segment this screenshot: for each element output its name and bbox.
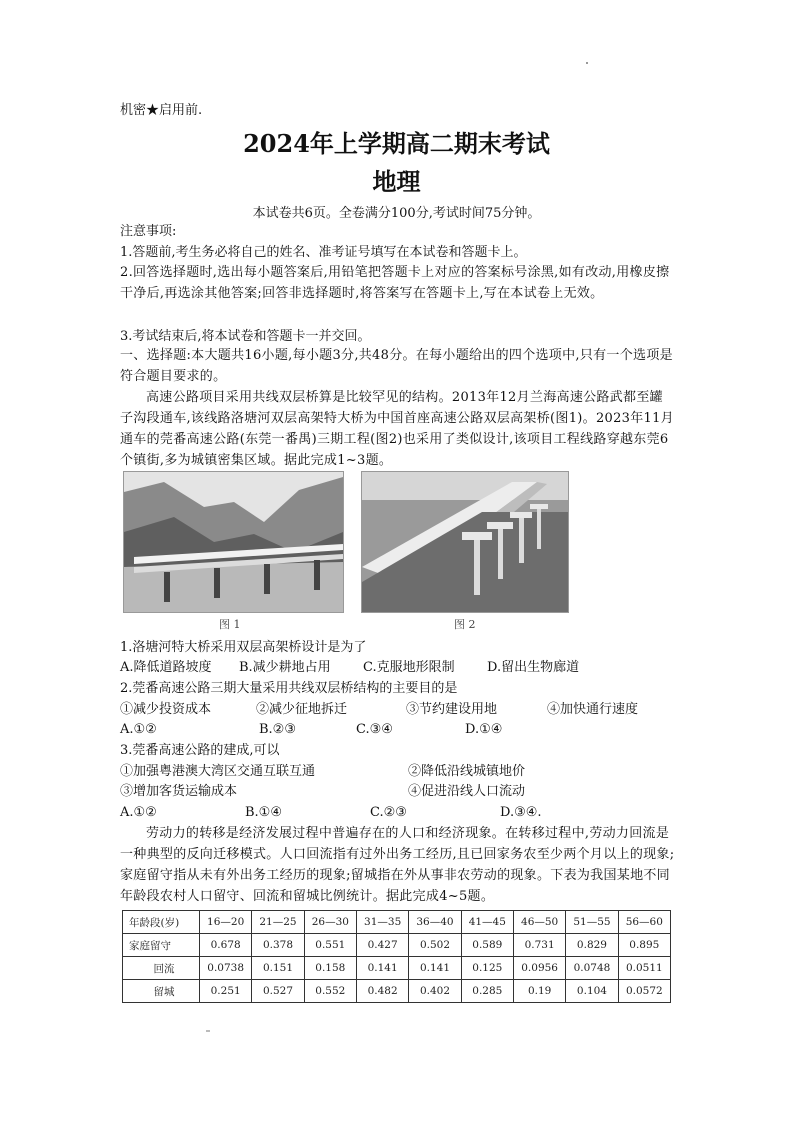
question-3-stem: 3.莞番高速公路的建成,可以	[120, 743, 280, 758]
note-2: 2.回答选择题时,选出每小题答案后,用铅笔把答题卡上对应的答案标号涂黑,如有改动,用橡皮擦干净后,再选涂其他答案;回答非选择题时,将答案写在答题卡上,写在本试卷上无效。	[120, 265, 670, 301]
q2-statement-1: ①减少投资成本	[120, 702, 212, 717]
exam-title: 2024年上学期高二期末考试	[243, 129, 550, 158]
passage-labor-migration: 劳动力的转移是经济发展过程中普遍存在的人口和经济现象。在转移过程中,劳动力回流是一种典型的反向迁移模式。人口回流指有过外出务工经历,且已回家务农至少两个月以上的现象;家庭留守指从未有外出务工经历的现象;留城指在外从事非农劳动的现象。下表为我国某地不同年龄段农村人口留守、回流和留城比例统计。据此完成4~5题。	[120, 826, 675, 904]
table-cell: 0.0572	[618, 980, 670, 1003]
table-cell: 0.151	[252, 957, 304, 980]
note-1: 1.答题前,考生务必将自己的姓名、准考证号填写在本试卷和答题卡上。	[120, 245, 527, 260]
q1-option-a[interactable]: A.降低道路坡度	[120, 660, 212, 675]
table-header-cell: 31—35	[356, 911, 408, 934]
table-header-cell: 46—50	[513, 911, 565, 934]
table-cell: 0.0956	[513, 957, 565, 980]
section-intro: 一、选择题:本大题共16小题,每小题3分,共48分。在每小题给出的四个选项中,只有一个选项是符合题目要求的。	[120, 348, 673, 384]
table-header-cell: 56—60	[618, 911, 670, 934]
table-header-label: 年龄段(岁)	[123, 911, 200, 934]
table-cell: 0.141	[409, 957, 461, 980]
table-cell: 0.895	[618, 934, 670, 957]
table-header-cell: 16—20	[200, 911, 252, 934]
table-row	[123, 957, 671, 980]
table-header-cell: 21—25	[252, 911, 304, 934]
row-label: 回流	[123, 957, 200, 980]
table-cell: 0.141	[356, 957, 408, 980]
q3-option-c[interactable]: C.②③	[370, 805, 407, 820]
population-ratio-table	[122, 910, 671, 1003]
question-1-stem: 1.洛塘河特大桥采用双层高架桥设计是为了	[120, 640, 367, 655]
subject-title: 地理	[372, 167, 421, 196]
exam-info: 本试卷共6页。全卷满分100分,考试时间75分钟。	[252, 206, 541, 221]
q2-statement-4: ④加快通行速度	[547, 702, 639, 717]
table-header-cell: 36—40	[409, 911, 461, 934]
figure-1-caption: 图 1	[219, 618, 241, 631]
table-cell: 0.502	[409, 934, 461, 957]
q3-statement-2: ②降低沿线城镇地价	[408, 764, 526, 779]
table-cell: 0.589	[461, 934, 513, 957]
table-header-row	[123, 911, 671, 934]
q3-statement-1: ①加强粤港澳大湾区交通互联互通	[120, 764, 316, 779]
table-row	[123, 934, 671, 957]
q1-option-b[interactable]: B.减少耕地占用	[239, 660, 331, 675]
table-cell: 0.0748	[566, 957, 618, 980]
q3-statement-3: ③增加客货运输成本	[120, 784, 238, 799]
table-cell: 0.551	[304, 934, 356, 957]
note-3: 3.考试结束后,将本试卷和答题卡一并交回。	[120, 329, 371, 344]
table-cell: 0.251	[200, 980, 252, 1003]
question-2-stem: 2.莞番高速公路三期大量采用共线双层桥结构的主要目的是	[120, 681, 458, 696]
figure-1-photo	[123, 471, 344, 613]
q2-statement-2: ②减少征地拆迁	[256, 702, 348, 717]
table-cell: 0.678	[200, 934, 252, 957]
row-label: 留城	[123, 980, 200, 1003]
table-cell: 0.402	[409, 980, 461, 1003]
q3-option-d[interactable]: D.③④.	[500, 805, 542, 820]
q2-option-c[interactable]: C.③④	[356, 722, 393, 737]
confidential-mark: 机密★启用前.	[120, 103, 203, 118]
table-cell: 0.482	[356, 980, 408, 1003]
table-cell: 0.0738	[200, 957, 252, 980]
q1-option-d[interactable]: D.留出生物廊道	[487, 660, 580, 675]
q3-option-a[interactable]: A.①②	[120, 805, 157, 820]
passage-bridges: 高速公路项目采用共线双层桥算是比较罕见的结构。2013年12月兰海高速公路武都至罐子沟段通车,该线路洛塘河双层高架特大桥为中国首座高速公路双层高架桥(图1)。2023年11月通车的莞番高速公路(东莞一番禺)三期工程(图2)也采用了类似设计,该项目工程线路穿越东莞6个镇街,多为城镇密集区域。据此完成1~3题。	[120, 390, 674, 468]
table-cell: 0.125	[461, 957, 513, 980]
figure-2-photo	[361, 471, 569, 613]
q3-option-b[interactable]: B.①④	[245, 805, 282, 820]
table-header-cell: 51—55	[566, 911, 618, 934]
table-cell: 0.0511	[618, 957, 670, 980]
figure-2-caption: 图 2	[454, 618, 476, 631]
table-cell: 0.552	[304, 980, 356, 1003]
q1-option-c[interactable]: C.克服地形限制	[363, 660, 455, 675]
q3-statement-4: ④促进沿线人口流动	[408, 784, 526, 799]
table-row	[123, 980, 671, 1003]
table-cell: 0.104	[566, 980, 618, 1003]
table-cell: 0.527	[252, 980, 304, 1003]
notes-heading: 注意事项:	[120, 224, 177, 239]
table-cell: 0.829	[566, 934, 618, 957]
scan-speck	[586, 62, 588, 64]
q2-option-b[interactable]: B.②③	[259, 722, 296, 737]
table-cell: 0.731	[513, 934, 565, 957]
table-header-cell: 26—30	[304, 911, 356, 934]
table-cell: 0.158	[304, 957, 356, 980]
q2-statement-3: ③节约建设用地	[406, 702, 498, 717]
table-cell: 0.19	[513, 980, 565, 1003]
table-cell: 0.285	[461, 980, 513, 1003]
q2-option-a[interactable]: A.①②	[120, 722, 157, 737]
scan-speck	[206, 1030, 210, 1032]
row-label: 家庭留守	[123, 934, 200, 957]
table-cell: 0.378	[252, 934, 304, 957]
q2-option-d[interactable]: D.①④	[465, 722, 503, 737]
table-header-cell: 41—45	[461, 911, 513, 934]
table-cell: 0.427	[356, 934, 408, 957]
